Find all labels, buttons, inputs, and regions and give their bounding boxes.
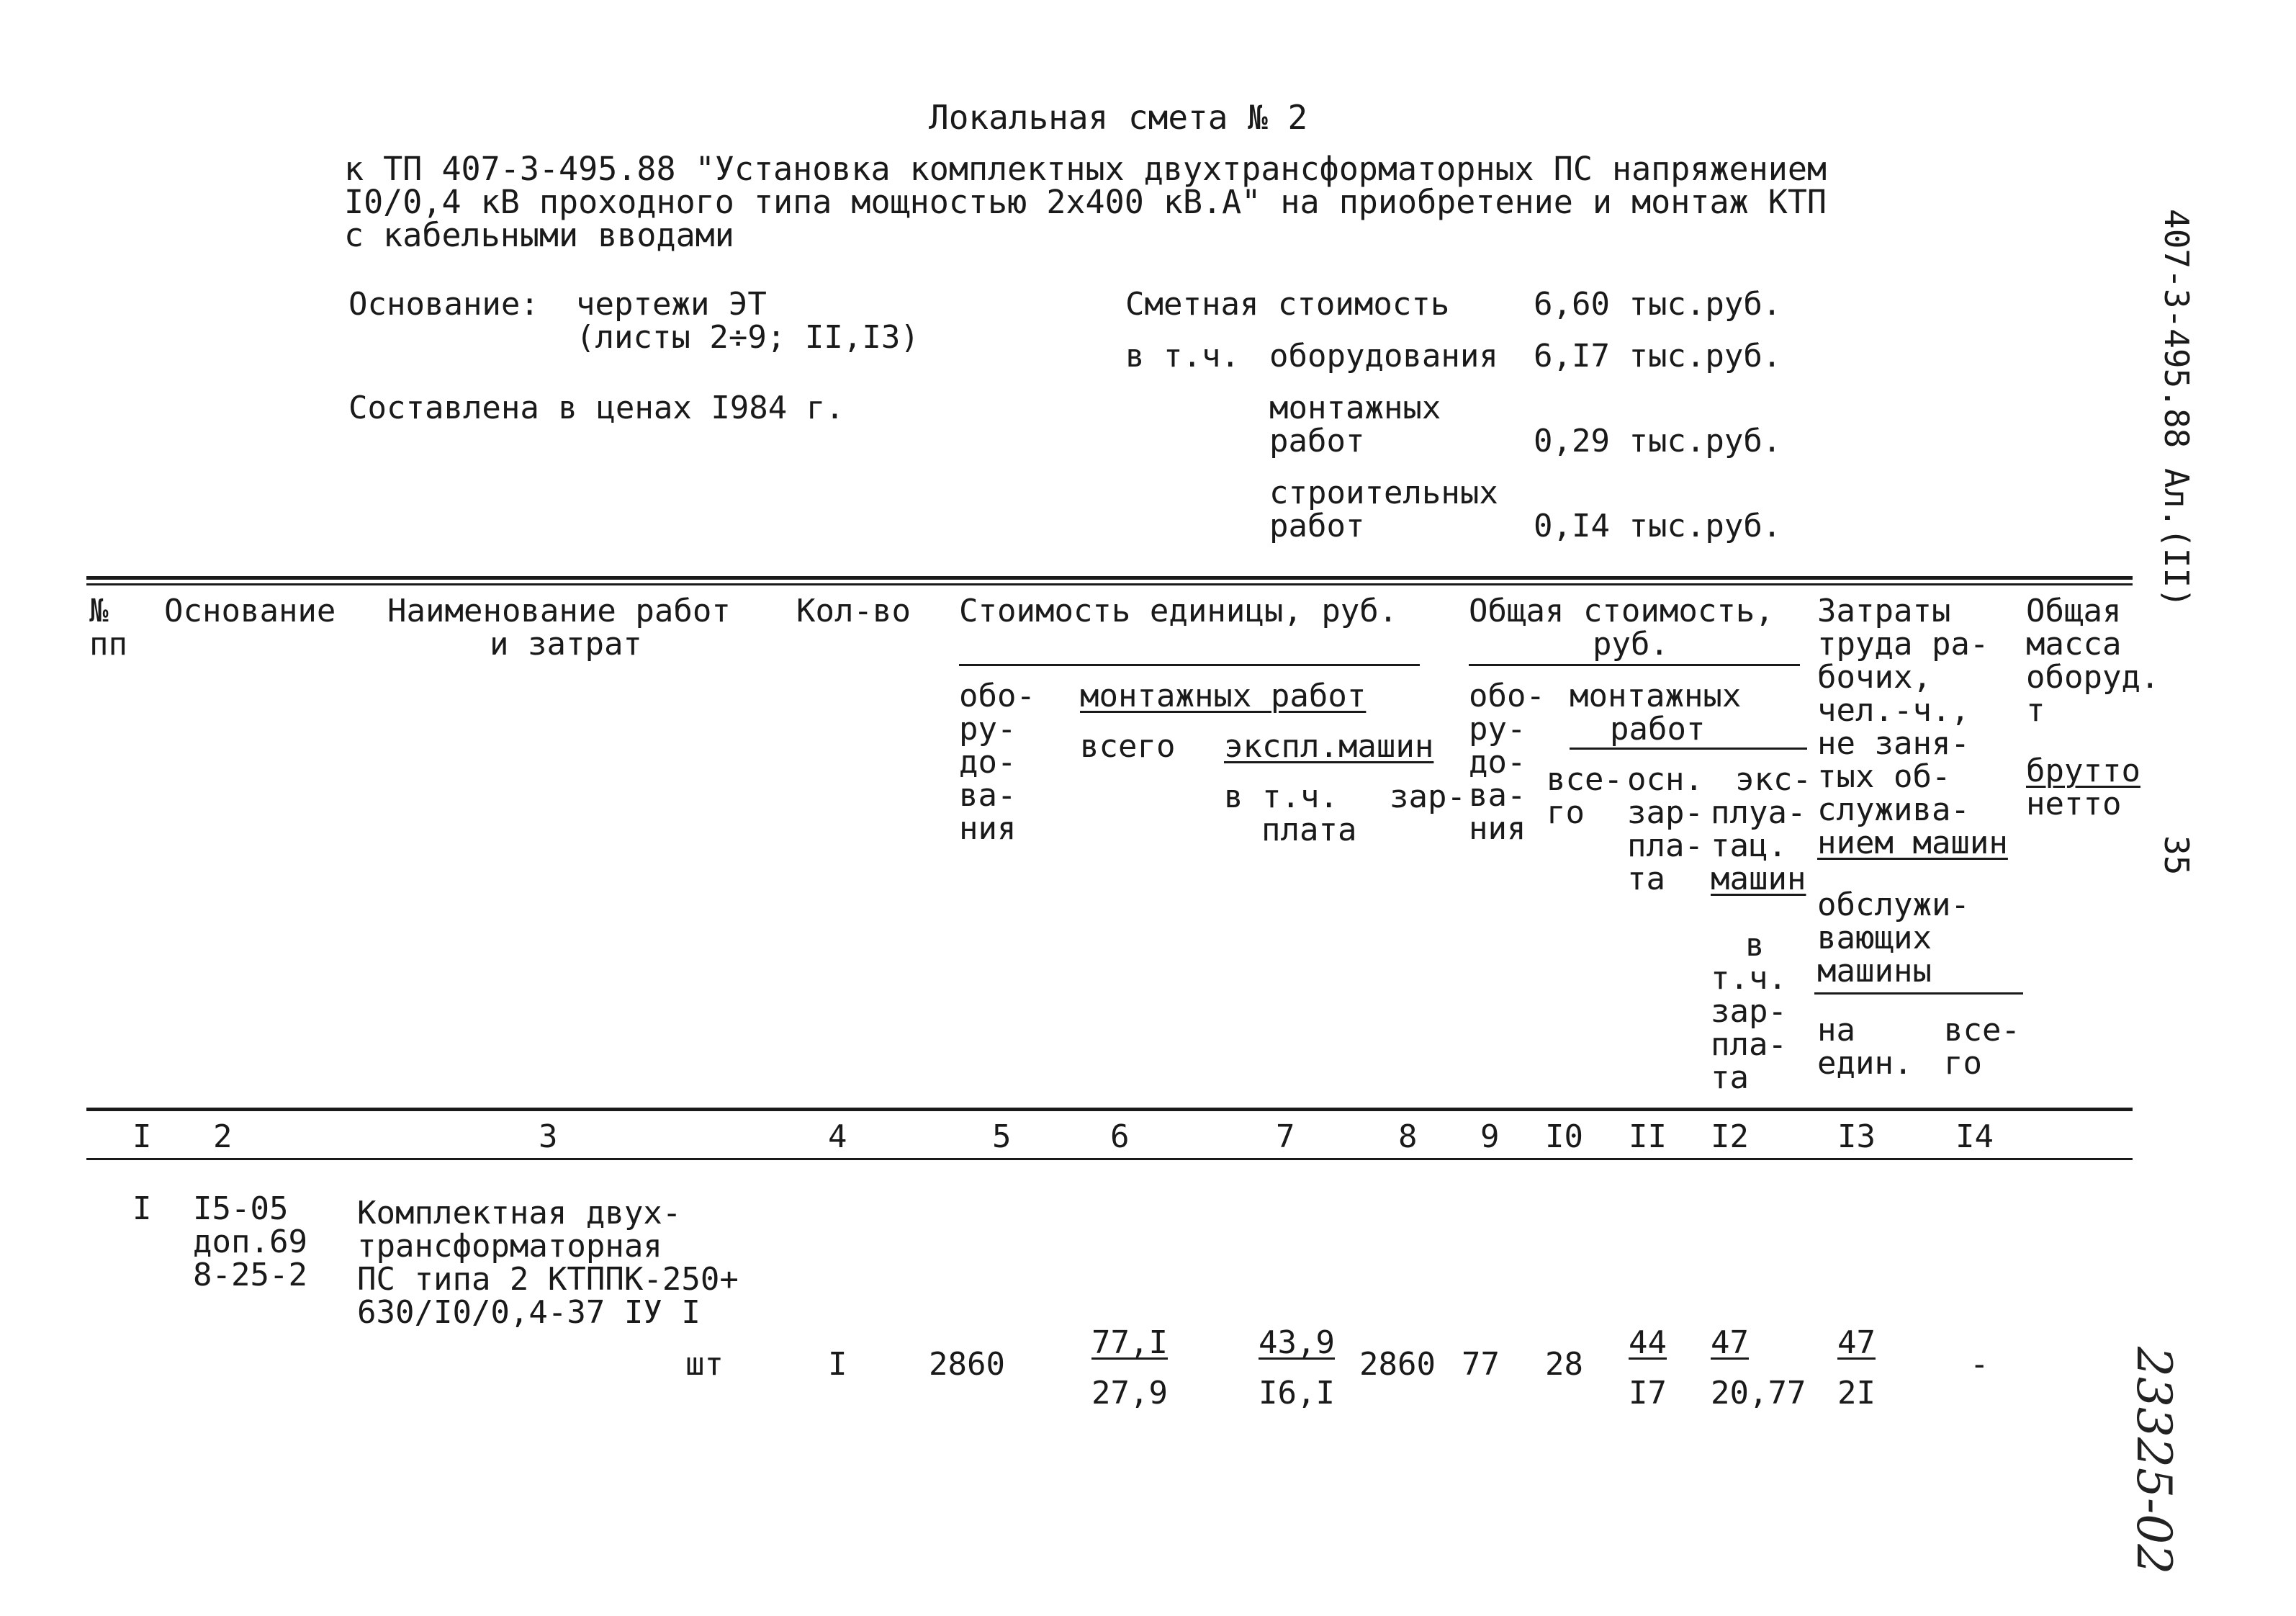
header-total-machines-wage-4: пла-: [1711, 1026, 1787, 1063]
header-labor-8: нием машин: [1817, 825, 2008, 861]
prices-year: Составлена в ценах I984 г.: [348, 390, 845, 426]
header-total-cost-2: руб.: [1593, 626, 1669, 663]
header-total-machines-wage-5: та: [1711, 1059, 1749, 1096]
handwritten-number: 23325-02: [2126, 1347, 2182, 1575]
row-machines-total: 44: [1629, 1324, 1667, 1361]
header-unit-machines-incl: в т.ч.: [1224, 778, 1338, 815]
header-unit-install: монтажных работ: [1080, 678, 1367, 714]
header-total-machines-wage-2: т.ч.: [1711, 960, 1787, 997]
col-num-12: I2: [1711, 1118, 1749, 1155]
side-document-code: 407-3-495.88 Ал.(II): [2157, 209, 2196, 608]
header-labor-4: чел.-ч.,: [1817, 692, 1970, 729]
header-unit-equipment-2: ру-: [959, 711, 1017, 748]
basis-label: Основание:: [348, 286, 539, 323]
row-install-total: 77,I: [1091, 1324, 1168, 1361]
header-basis: Основание: [164, 593, 336, 629]
row-num: I: [132, 1190, 152, 1227]
row-name-1: Комплектная двух-: [357, 1195, 682, 1231]
row-basis-3: 8-25-2: [193, 1257, 307, 1293]
row-name-3: ПС типа 2 КТППК-250+: [357, 1261, 739, 1298]
header-mass-1: Общая: [2026, 593, 2122, 629]
header-mass-gross: брутто: [2026, 753, 2140, 789]
installation-label-2: работ: [1269, 423, 1365, 459]
table-top-rule: [86, 576, 2133, 580]
header-unit-equipment-5: ния: [959, 810, 1017, 847]
row-machines-total-wage: I7: [1629, 1375, 1667, 1411]
row-basis-2: доп.69: [193, 1224, 307, 1260]
header-labor-total-1: все-: [1944, 1012, 2020, 1049]
row-labor-total: 47: [1837, 1324, 1876, 1361]
row-unit: шт: [685, 1346, 724, 1383]
header-labor-total-2: го: [1944, 1045, 1982, 1082]
construction-value: 0,I4 тыс.руб.: [1534, 508, 1782, 544]
header-labor-5: не заня-: [1817, 725, 1970, 762]
col-num-9: 9: [1480, 1118, 1500, 1155]
construction-label-2: работ: [1269, 508, 1365, 544]
header-total-base-wage-3: пла-: [1627, 827, 1703, 864]
row-labor-unit: 47: [1711, 1324, 1749, 1361]
table-top-rule-2: [86, 583, 2133, 585]
header-name-2: и затрат: [490, 626, 642, 663]
header-total-equipment-3: до-: [1469, 744, 1526, 781]
total-cost-label: Сметная стоимость: [1125, 286, 1450, 323]
header-unit-equipment-4: ва-: [959, 777, 1017, 814]
col-num-7: 7: [1276, 1118, 1295, 1155]
col-num-6: 6: [1110, 1118, 1130, 1155]
labor-service-rule: [1814, 992, 2023, 995]
row-install-wage: 27,9: [1091, 1375, 1168, 1411]
header-qty: Кол-во: [796, 593, 911, 629]
col-num-2: 2: [213, 1118, 233, 1155]
col-num-14: I4: [1955, 1118, 1994, 1155]
header-mass-3: оборуд.: [2026, 659, 2160, 696]
col-num-5: 5: [992, 1118, 1012, 1155]
header-mass-2: масса: [2026, 626, 2122, 663]
subtitle-line-2: I0/0,4 кВ проходного типа мощностью 2х400 кВ.А" на приобретение и монтаж КТП: [344, 183, 1827, 221]
header-labor-service-2: вающих: [1817, 920, 1932, 956]
header-unit-install-total: всего: [1080, 728, 1176, 765]
total-install-rule: [1570, 748, 1807, 750]
header-total-machines-2: плуа-: [1711, 794, 1806, 831]
col-num-13: I3: [1837, 1118, 1876, 1155]
header-total-install-1: монтажных: [1570, 678, 1742, 714]
row-basis-1: I5-05: [193, 1190, 289, 1227]
header-labor-6: тых об-: [1817, 758, 1951, 795]
basis-line-2: (листы 2÷9; II,I3): [576, 319, 919, 356]
header-total-equipment-1: обо-: [1469, 678, 1545, 714]
header-mass-4: т: [2026, 692, 2045, 729]
header-name-1: Наименование работ: [387, 593, 731, 629]
row-qty: I: [828, 1346, 847, 1383]
col-num-3: 3: [539, 1118, 558, 1155]
basis-line-1: чертежи ЭТ: [576, 286, 767, 323]
header-total-base-wage-2: зар-: [1627, 794, 1703, 831]
header-unit-wage-1: зар-: [1390, 778, 1466, 815]
installation-label-1: монтажных: [1269, 390, 1441, 426]
header-unit-cost: Стоимость единицы, руб.: [959, 593, 1398, 629]
col-num-8: 8: [1398, 1118, 1418, 1155]
header-labor-per-unit-1: на: [1817, 1012, 1855, 1049]
header-total-cost-1: Общая стоимость,: [1469, 593, 1774, 629]
header-labor-1: Затраты: [1817, 593, 1951, 629]
subtitle-line-1: к ТП 407-3-495.88 "Установка комплектных двухтрансформаторных ПС напряжением: [344, 150, 1827, 188]
header-total-equipment-5: ния: [1469, 810, 1526, 847]
header-total-machines-3: тац.: [1711, 827, 1787, 864]
col-num-1: I: [132, 1118, 152, 1155]
total-cost-rule: [1469, 664, 1800, 666]
header-labor-service-1: обслужи-: [1817, 886, 1970, 923]
unit-cost-rule: [959, 664, 1420, 666]
construction-label-1: строительных: [1269, 475, 1498, 511]
col-num-4: 4: [828, 1118, 847, 1155]
total-cost-value: 6,60 тыс.руб.: [1534, 286, 1782, 323]
row-machines-wage: I6,I: [1259, 1375, 1335, 1411]
subtitle-line-3: с кабельными вводами: [344, 216, 734, 254]
header-total-base-wage-1: осн.: [1627, 761, 1703, 798]
header-total-install-all-1: все-: [1547, 761, 1623, 798]
header-total-base-wage-4: та: [1627, 861, 1665, 897]
row-equipment-total: 2860: [1359, 1346, 1436, 1383]
side-page-number: 35: [2157, 835, 2196, 876]
row-mass: -: [1970, 1346, 1989, 1383]
header-total-equipment-2: ру-: [1469, 711, 1526, 748]
row-name-4: 630/I0/0,4-37 IУ I: [357, 1294, 701, 1331]
header-unit-wage-2: плата: [1261, 812, 1357, 848]
col-num-11: II: [1629, 1118, 1667, 1155]
installation-value: 0,29 тыс.руб.: [1534, 423, 1782, 459]
header-unit-equipment-1: обо-: [959, 678, 1035, 714]
row-labor-unit-sub: 20,77: [1711, 1375, 1806, 1411]
row-name-2: трансформаторная: [357, 1228, 662, 1265]
header-total-install-2: работ: [1610, 711, 1706, 748]
row-machines: 43,9: [1259, 1324, 1335, 1361]
header-total-machines-4: машин: [1711, 861, 1806, 897]
equipment-value: 6,I7 тыс.руб.: [1534, 338, 1782, 374]
header-num-2: пп: [89, 626, 127, 663]
equipment-label: оборудования: [1269, 338, 1498, 374]
row-equipment-unit: 2860: [929, 1346, 1005, 1383]
header-total-equipment-4: ва-: [1469, 777, 1526, 814]
header-total-machines-1: экс-: [1735, 761, 1811, 798]
header-labor-service-3: машины: [1817, 953, 1932, 989]
header-total-machines-wage-3: зар-: [1711, 993, 1787, 1030]
incl-label: в т.ч.: [1125, 338, 1240, 374]
header-total-machines-wage-1: в: [1745, 927, 1765, 964]
row-labor-total-sub: 2I: [1837, 1375, 1876, 1411]
header-labor-2: труда ра-: [1817, 626, 1989, 663]
header-unit-equipment-3: до-: [959, 744, 1017, 781]
header-labor-7: служива-: [1817, 791, 1970, 828]
header-unit-machines: экспл.машин: [1224, 728, 1434, 765]
header-num-1: №: [89, 593, 109, 629]
header-mass-net: нетто: [2026, 786, 2122, 822]
document-title: Локальная смета № 2: [929, 98, 1308, 137]
header-total-install-all-2: го: [1547, 794, 1585, 831]
header-labor-per-unit-2: един.: [1817, 1045, 1913, 1082]
header-bottom-rule: [86, 1108, 2133, 1111]
col-num-10: I0: [1545, 1118, 1583, 1155]
header-labor-3: бочих,: [1817, 659, 1932, 696]
column-numbers-rule: [86, 1158, 2133, 1160]
row-base-wage: 28: [1545, 1346, 1583, 1383]
row-install-all: 77: [1462, 1346, 1500, 1383]
